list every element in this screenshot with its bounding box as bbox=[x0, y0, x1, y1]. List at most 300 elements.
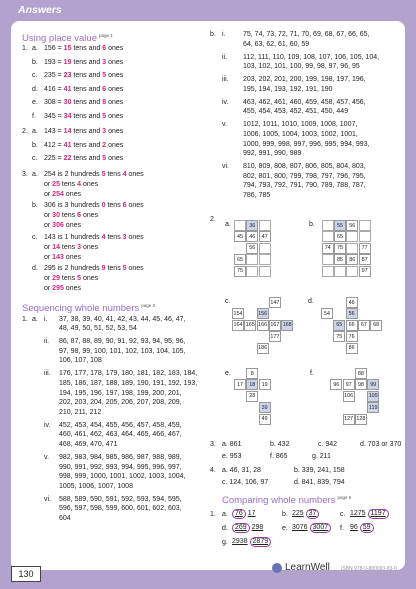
grid-cell: 166 bbox=[257, 320, 269, 331]
part-label: a. bbox=[32, 45, 38, 52]
sequence-text: 194, 195, 196, 197, 198, 199, 200, 201, bbox=[59, 389, 182, 397]
answer-text: tens bbox=[105, 202, 123, 209]
part-label: c. bbox=[32, 233, 38, 241]
grid-cell: 147 bbox=[269, 297, 281, 308]
sequence-line bbox=[22, 472, 202, 481]
part-label: i. bbox=[44, 315, 48, 323]
sequence-line bbox=[22, 337, 202, 346]
page-number: 130 bbox=[11, 566, 41, 582]
number-y: 17 bbox=[247, 510, 256, 517]
answer-text: 143 = bbox=[44, 128, 64, 135]
part-label: ii. bbox=[222, 53, 228, 61]
answer-text: or bbox=[44, 212, 53, 219]
answer-body bbox=[44, 181, 98, 188]
answer: a. 861 bbox=[222, 441, 242, 448]
grid-cell: 75 bbox=[234, 266, 246, 277]
answer-value: 143 bbox=[52, 253, 64, 261]
answer: d. 703 or 370 bbox=[360, 441, 402, 448]
answer-text: ones bbox=[106, 112, 124, 120]
section-title-text: Using place value bbox=[22, 33, 97, 45]
sequence-text: 802, 801, 800, 799, 798, 797, 796, 795, bbox=[243, 172, 366, 180]
answer-text: ones bbox=[106, 128, 124, 135]
answer-value: 6 bbox=[102, 85, 107, 93]
answer-text: tens and bbox=[71, 72, 103, 79]
answer-row bbox=[22, 243, 202, 252]
sequence-text: 1006, 1005, 1004, 1003, 1002, 1001, bbox=[243, 131, 358, 138]
answer: g. 211 bbox=[312, 453, 331, 460]
number-x: 76 bbox=[232, 509, 246, 519]
grid-cell: 65 bbox=[234, 254, 246, 265]
sequence-text: 596, 597, 598, 599, 600, 601, 602, 603, bbox=[59, 505, 182, 513]
grid-cell: 127 bbox=[343, 414, 355, 425]
answer: b. 432 bbox=[270, 441, 290, 448]
grid-cell: 119 bbox=[367, 402, 379, 413]
sequence-line bbox=[22, 389, 202, 398]
grid-cell: 154 bbox=[232, 308, 244, 319]
grid-cell-empty bbox=[322, 231, 334, 242]
answer-row bbox=[22, 154, 202, 163]
page-ref: page 1 bbox=[99, 33, 113, 38]
part-label: vi. bbox=[222, 163, 229, 171]
sequence-line bbox=[210, 120, 405, 129]
grid-cell: 49 bbox=[259, 414, 271, 425]
answer-body bbox=[44, 234, 144, 241]
part-label: c. bbox=[32, 72, 38, 79]
answer-text: ones bbox=[63, 285, 81, 292]
answer-body bbox=[44, 128, 123, 135]
answer-text: ones bbox=[106, 155, 124, 162]
answer-text: tens and bbox=[71, 155, 103, 162]
number-y: 37 bbox=[306, 509, 320, 519]
grid-label: b. bbox=[309, 221, 315, 228]
answer-value: 41 bbox=[63, 85, 72, 93]
answer-text: tens bbox=[59, 212, 78, 219]
comparison-pair bbox=[350, 523, 374, 533]
answer-value: 6 bbox=[122, 202, 127, 209]
grid-cell: 98 bbox=[355, 379, 367, 390]
sequence-text: 202, 203, 204, 205, 206, 207, 208, 209, bbox=[59, 399, 182, 407]
answer-value: 6 bbox=[102, 45, 107, 52]
grid-cell-empty bbox=[334, 266, 346, 277]
part-label: b. bbox=[32, 202, 38, 209]
answer-text: or bbox=[44, 275, 53, 282]
answer-text: 254 is 2 hundreds bbox=[44, 170, 102, 178]
answer-value: 6 bbox=[77, 212, 81, 219]
answer-text: tens and bbox=[71, 141, 103, 149]
sequence-text: 203, 202, 201, 200, 199, 198, 197, 196, bbox=[243, 76, 366, 84]
answer-row bbox=[22, 211, 202, 220]
answer-body bbox=[44, 244, 98, 251]
sequence-line bbox=[22, 379, 202, 388]
answer-value: 25 bbox=[52, 180, 60, 188]
sequence-text: 37, 38, 39, 40, 41, 42, 43, 44, 45, 46, 47, bbox=[59, 315, 186, 323]
answer-row bbox=[22, 71, 202, 80]
number-x: 1275 bbox=[350, 510, 366, 517]
answer-text: tens and bbox=[71, 85, 103, 93]
answer-value: 4 bbox=[77, 180, 81, 188]
sequence-line bbox=[22, 356, 202, 365]
answer-text: or bbox=[44, 243, 53, 251]
number-y: 59 bbox=[360, 523, 374, 533]
answer-text: 308 = bbox=[44, 99, 64, 106]
grid-cell: 56 bbox=[346, 308, 358, 319]
answer-value: 30 bbox=[52, 212, 60, 219]
answer-text: 156 = bbox=[44, 45, 64, 52]
sequence-text: 463, 462, 461, 460, 459, 458, 457, 456, bbox=[243, 98, 366, 106]
grid-cell: 75 bbox=[333, 331, 345, 342]
answer-row bbox=[22, 85, 202, 94]
answer-row bbox=[22, 170, 202, 179]
answer-value: 3 bbox=[102, 58, 107, 66]
grid-cell: 68 bbox=[370, 320, 382, 331]
answer-text: ones bbox=[126, 202, 144, 209]
grid-cell-empty bbox=[234, 220, 246, 231]
question-number: 2. bbox=[210, 216, 216, 223]
sequence-line bbox=[22, 347, 202, 356]
answer: c. 942 bbox=[318, 441, 338, 448]
answer-value: 23 bbox=[63, 72, 72, 79]
number-y: 298 bbox=[251, 524, 264, 531]
part-label: ii. bbox=[44, 338, 50, 346]
grid-cell: 19 bbox=[259, 379, 271, 390]
sequence-text: 786, 785 bbox=[243, 192, 271, 199]
sequence-line bbox=[210, 130, 405, 139]
sequence-text: 452, 453, 454, 455, 456, 457, 458, 459, bbox=[59, 421, 182, 429]
grid-cell: 46 bbox=[346, 297, 358, 308]
answer-text: 416 = bbox=[44, 85, 64, 93]
answer-text: ones bbox=[63, 253, 81, 261]
answer-text: or bbox=[44, 190, 53, 198]
sequence-line bbox=[22, 369, 202, 378]
grid-cell-empty bbox=[359, 220, 371, 231]
answer-text: 193 = bbox=[44, 58, 64, 66]
grid-cell: 165 bbox=[244, 320, 256, 331]
answer-body bbox=[44, 275, 98, 282]
grid-cell-empty bbox=[246, 266, 258, 277]
answer-row bbox=[22, 58, 202, 67]
part-label: d. bbox=[222, 525, 228, 532]
answer-text: tens bbox=[105, 233, 123, 241]
answer-value: 4 bbox=[122, 170, 127, 178]
answer-row bbox=[22, 180, 202, 189]
answer-text: tens bbox=[59, 275, 78, 282]
answer-value: 29 bbox=[52, 275, 60, 282]
grid-cell: 39 bbox=[259, 402, 271, 413]
sequence-text: 106, 107, 108 bbox=[59, 357, 102, 365]
grid-cell: 8 bbox=[246, 368, 258, 379]
answer-row bbox=[22, 284, 202, 293]
grid-cell: 45 bbox=[234, 231, 246, 242]
answer-body bbox=[44, 191, 81, 198]
answer-value: 4 bbox=[101, 233, 106, 241]
brand-name: LearnWell bbox=[285, 562, 330, 573]
grid-label: c. bbox=[225, 298, 231, 305]
sequence-text: 86, 87, 88, 89, 90, 91, 92, 93, 94, 95, 96, bbox=[59, 338, 186, 346]
comparison-pair bbox=[350, 509, 389, 519]
sequence-text: 210, 211, 212 bbox=[59, 408, 102, 416]
grid-cell: 56 bbox=[246, 243, 258, 254]
grid-label: f. bbox=[310, 370, 314, 377]
number-x: 3076 bbox=[292, 524, 308, 531]
question-number: 1. bbox=[22, 45, 28, 52]
sequence-text: 75, 74, 73, 72, 71, 70, 69, 68, 67, 66, 65, bbox=[243, 31, 370, 38]
section-title-text: Comparing whole numbers bbox=[222, 495, 336, 507]
grid-cell: 75 bbox=[334, 243, 346, 254]
answer-text: 143 is 1 hundreds bbox=[44, 233, 102, 241]
answer-value: 8 bbox=[102, 99, 107, 106]
grid-cell-empty bbox=[322, 220, 334, 231]
grid-label: d. bbox=[308, 298, 314, 305]
answer-text: 235 = bbox=[44, 72, 64, 79]
part-label: c. bbox=[340, 511, 346, 518]
answer-body bbox=[44, 212, 98, 219]
answer: c. 124, 106, 97 bbox=[222, 479, 269, 486]
part-label: vi. bbox=[44, 495, 51, 503]
question-number: 3. bbox=[22, 170, 28, 178]
sequence-line bbox=[22, 408, 202, 417]
answer-value: 5 bbox=[102, 72, 107, 79]
number-x: 269 bbox=[232, 523, 250, 533]
grid-cell: 99 bbox=[367, 379, 379, 390]
answer-row bbox=[22, 264, 202, 273]
sequence-line bbox=[210, 40, 405, 49]
sequence-line bbox=[210, 162, 405, 171]
answer-text: 412 = bbox=[44, 141, 64, 149]
answer-body bbox=[44, 86, 123, 93]
answer-value: 306 bbox=[52, 222, 64, 229]
answer-text: ones bbox=[126, 170, 144, 178]
comparison-pair bbox=[292, 509, 319, 519]
comparison-pair bbox=[232, 523, 263, 533]
answer-value: 5 bbox=[77, 275, 81, 282]
answer-text: or bbox=[44, 253, 53, 261]
section-title-using-place-value bbox=[22, 30, 202, 45]
sequence-line bbox=[22, 398, 202, 407]
answer-text: ones bbox=[81, 275, 99, 282]
answer-text: or bbox=[44, 285, 53, 292]
part-label: b. bbox=[32, 58, 38, 66]
section-title-sequencing bbox=[22, 300, 202, 315]
brand-logo-icon bbox=[272, 563, 282, 573]
part-label: v. bbox=[222, 121, 227, 129]
section-title-text: Sequencing whole numbers bbox=[22, 302, 140, 314]
answer-value: 30 bbox=[63, 99, 72, 106]
answer-row bbox=[22, 44, 202, 53]
grid-cell: 67 bbox=[358, 320, 370, 331]
part-label: iii. bbox=[44, 370, 51, 378]
answer-row bbox=[22, 201, 202, 210]
sequence-text: 1000, 999, 998, 997, 996, 995, 994, 993, bbox=[243, 140, 370, 148]
grid-cell: 156 bbox=[257, 308, 269, 319]
part-label: c. bbox=[32, 155, 38, 162]
answer: e. 953 bbox=[222, 453, 242, 460]
sequence-line bbox=[22, 430, 202, 439]
answer-text: ones bbox=[106, 72, 124, 79]
answer-row bbox=[22, 112, 202, 121]
answer-value: 19 bbox=[63, 58, 72, 66]
sequence-line bbox=[210, 140, 405, 149]
answer-row bbox=[22, 221, 202, 230]
number-x: 96 bbox=[350, 524, 358, 531]
grid-cell: 36 bbox=[246, 220, 258, 231]
answer: b. 339, 241, 158 bbox=[294, 467, 345, 474]
part-label: a. bbox=[32, 315, 38, 323]
answer-value: 2 bbox=[102, 141, 107, 149]
answer-value: 5 bbox=[101, 170, 106, 178]
answer-row bbox=[22, 190, 202, 199]
part-label: iii. bbox=[222, 76, 229, 84]
part-label: b. bbox=[210, 31, 216, 38]
grid-cell: 97 bbox=[343, 379, 355, 390]
sequence-line bbox=[22, 463, 202, 472]
sequence-line bbox=[210, 30, 405, 39]
answer-value: 3 bbox=[77, 243, 81, 251]
answer-row bbox=[22, 98, 202, 107]
grid-cell: 65 bbox=[334, 231, 346, 242]
grid-cell: 55 bbox=[334, 220, 346, 231]
answer-body bbox=[44, 155, 123, 162]
part-label: b. bbox=[282, 511, 288, 518]
answer-body bbox=[44, 113, 123, 120]
grid-cell: 85 bbox=[334, 254, 346, 265]
sequence-text: 48, 49, 50, 51, 52, 53, 54 bbox=[59, 325, 137, 333]
page-ref: page 5 bbox=[337, 495, 352, 500]
question-number: 2. bbox=[22, 128, 28, 135]
grid-cell: 96 bbox=[330, 379, 342, 390]
answer-value: 295 bbox=[52, 285, 64, 292]
answer-text: ones bbox=[106, 45, 124, 52]
answer-row bbox=[22, 127, 202, 136]
answer-text: ones bbox=[106, 58, 124, 66]
answer-text: tens bbox=[105, 265, 123, 272]
answer-text: tens bbox=[59, 180, 78, 188]
part-label: f. bbox=[340, 525, 344, 532]
grid-cell: 77 bbox=[359, 243, 371, 254]
answer-text: ones bbox=[106, 85, 124, 93]
answer-text: or bbox=[44, 222, 53, 229]
grid-cell-empty bbox=[346, 266, 358, 277]
sequence-line bbox=[22, 324, 202, 333]
sequence-line bbox=[210, 85, 405, 94]
part-label: iv. bbox=[44, 421, 51, 429]
answer: a. 46, 31, 28 bbox=[222, 467, 261, 474]
grid-cell-empty bbox=[259, 266, 271, 277]
part-label: e. bbox=[32, 99, 38, 106]
answer-body bbox=[44, 142, 123, 149]
answer-text: tens and bbox=[71, 128, 103, 135]
sequence-text: 992, 991, 990, 989 bbox=[243, 150, 302, 158]
answer-row bbox=[22, 253, 202, 262]
grid-cell-empty bbox=[259, 243, 271, 254]
answer-value: 5 bbox=[122, 265, 127, 272]
part-label: g. bbox=[222, 539, 228, 546]
answer-body bbox=[44, 254, 81, 261]
answer-body bbox=[44, 59, 123, 66]
number-y: 1197 bbox=[368, 509, 389, 519]
answer-text: tens and bbox=[71, 58, 103, 66]
grid-cell: 28 bbox=[246, 391, 258, 402]
answer-text: ones bbox=[81, 243, 99, 251]
sequence-text: 982, 983, 984, 985, 986, 987, 988, 989, bbox=[59, 453, 182, 461]
answer-value: 3 bbox=[102, 128, 107, 135]
answer-value: 34 bbox=[63, 112, 72, 120]
grid-cell: 167 bbox=[269, 320, 281, 331]
sequence-line bbox=[210, 75, 405, 84]
part-label: d. bbox=[32, 85, 38, 93]
sequence-line bbox=[22, 495, 202, 504]
part-label: b. bbox=[32, 141, 38, 149]
answer-text: ones bbox=[106, 141, 124, 149]
answer-value: 14 bbox=[63, 128, 72, 135]
grid-cell: 168 bbox=[281, 320, 293, 331]
sequence-text: 794, 793, 792, 791, 790, 789, 788, 787, bbox=[243, 182, 366, 190]
sequence-line bbox=[22, 504, 202, 513]
sequence-text: 588, 589, 590, 591, 592, 593, 594, 595, bbox=[59, 495, 182, 503]
sequence-line bbox=[210, 149, 405, 158]
grid-cell: 106 bbox=[343, 391, 355, 402]
answer: f. 865 bbox=[270, 453, 288, 460]
sequence-line bbox=[22, 315, 202, 324]
answer-text: 225 = bbox=[44, 155, 64, 162]
sequence-text: 604 bbox=[59, 514, 71, 522]
grid-cell: 56 bbox=[346, 220, 358, 231]
answer-text: ones bbox=[81, 212, 99, 219]
grid-cell: 164 bbox=[232, 320, 244, 331]
sequence-text: 176, 177, 178, 179, 180, 181, 182, 183, 184, bbox=[59, 370, 198, 378]
part-label: a. bbox=[32, 128, 38, 135]
sequence-line bbox=[22, 421, 202, 430]
section-title-comparing bbox=[222, 492, 351, 507]
answer-value: 3 bbox=[122, 233, 127, 241]
sequence-line bbox=[210, 172, 405, 181]
sequence-line bbox=[210, 62, 405, 71]
part-label: e. bbox=[282, 525, 288, 532]
grid-cell-empty bbox=[259, 220, 271, 231]
sequence-line bbox=[210, 98, 405, 107]
number-y: 3007 bbox=[310, 523, 332, 533]
answer-value: 15 bbox=[63, 45, 72, 52]
grid-cell-empty bbox=[346, 243, 358, 254]
sequence-text: 810, 809, 808, 807, 806, 805, 804, 803, bbox=[243, 163, 366, 171]
grid-cell: 65 bbox=[333, 320, 345, 331]
grid-cell-empty bbox=[346, 231, 358, 242]
sequence-line bbox=[22, 482, 202, 491]
part-label: a. bbox=[32, 170, 38, 178]
answer-body bbox=[44, 202, 144, 209]
number-x: 2938 bbox=[232, 538, 248, 545]
answer-text: 295 is 2 hundreds bbox=[44, 265, 102, 272]
answer-text: tens and bbox=[71, 112, 103, 120]
answer-body bbox=[44, 285, 81, 292]
question-number: 1. bbox=[210, 511, 216, 518]
grid-cell: 88 bbox=[355, 368, 367, 379]
answer-text: ones bbox=[63, 190, 81, 198]
answer-text: tens bbox=[105, 170, 123, 178]
part-label: i. bbox=[222, 31, 226, 38]
page-ref: page 3 bbox=[141, 302, 156, 308]
number-x: 225 bbox=[292, 510, 304, 517]
answer-body bbox=[44, 45, 123, 52]
grid-cell-empty bbox=[246, 254, 258, 265]
answer-value: 41 bbox=[63, 141, 72, 149]
answer-value: 5 bbox=[102, 112, 107, 120]
answer-value: 9 bbox=[101, 265, 106, 272]
sequence-text: 460, 461, 462, 463, 464, 465, 466, 467, bbox=[59, 431, 182, 439]
sequence-line bbox=[22, 514, 202, 523]
answer-value: 5 bbox=[102, 155, 107, 162]
question-number: 1. bbox=[22, 315, 28, 323]
part-label: iv. bbox=[222, 98, 229, 106]
